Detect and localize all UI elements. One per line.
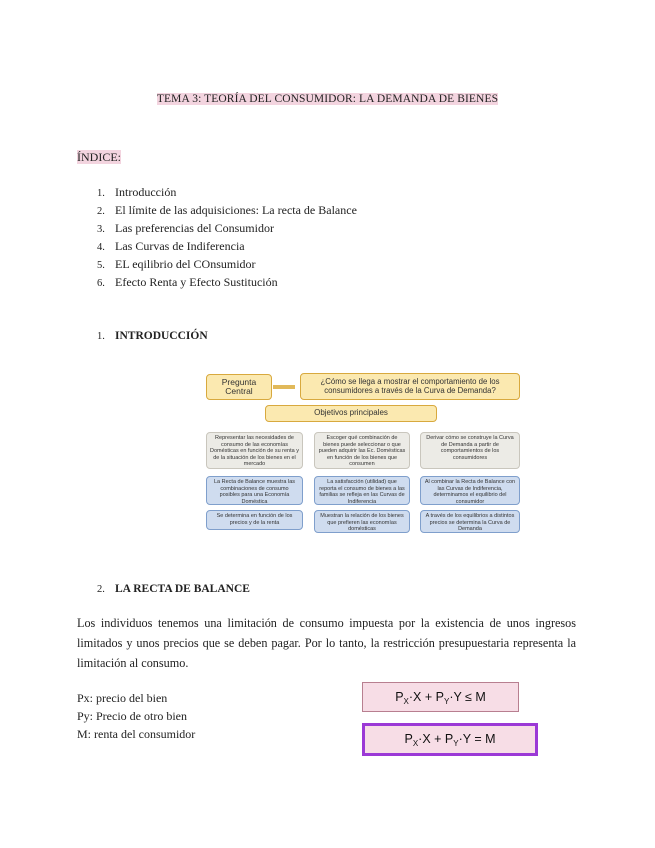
page-title: TEMA 3: TEORÍA DEL CONSUMIDOR: LA DEMANDA DE BIENES	[156, 93, 499, 105]
concept-diagram	[204, 367, 522, 533]
explanation-box: Al combinar la Recta de Balance con las Curvas de Indiferencia, determinamos el equilibrio del consumidor	[420, 476, 520, 505]
table-of-contents	[97, 183, 357, 291]
section-heading-budget-line: 2. LA RECTA DE BALANCE	[97, 583, 250, 595]
definitions-list	[77, 689, 195, 743]
toc-item: 4. Las Curvas de Indiferencia	[97, 239, 245, 253]
definition-item: M: renta del consumidor	[77, 727, 196, 741]
detail-box: Muestran la relación de los bienes que prefieren las economías domésticas	[314, 510, 410, 533]
detail-box: Se determina en función de los precios y de la renta	[206, 510, 303, 530]
budget-inequality-equation: $P_X\cdot X + P_Y\cdot Y \le M$	[362, 682, 519, 712]
central-question-box: ¿Cómo se llega a mostrar el comportamiento de los consumidores a través de la Curva de Demanda?	[300, 373, 520, 400]
toc-item: 3. Las preferencias del Consumidor	[97, 221, 274, 235]
toc-item: 5. EL eqilibrio del COnsumidor	[97, 257, 256, 271]
definition-item: Px: precio del bien	[77, 691, 168, 705]
arrow-connector	[273, 385, 295, 389]
toc-item: 6. Efecto Renta y Efecto Sustitución	[97, 275, 278, 289]
toc-item: 2. El límite de las adquisiciones: La recta de Balance	[97, 203, 357, 217]
explanation-box: La satisfacción (utilidad) que reporta el consumo de bienes a las familias se refleja en las Curvas de Indiferencia	[314, 476, 410, 505]
objective-box: Derivar cómo se construye la Curva de Demanda a partir de comportamientos de los consumidores	[420, 432, 520, 469]
objective-box: Representar las necesidades de consumo de las economías Domésticas en función de su renta y de la situación de los bienes en el mercado	[206, 432, 303, 469]
section-heading-introduction: 1. INTRODUCCIÓN	[97, 330, 208, 342]
detail-box: A través de los equilibrios a distintos precios se determina la Curva de Demanda	[420, 510, 520, 533]
definition-item: Py: Precio de otro bien	[77, 709, 187, 723]
budget-line-equation: $P_X\cdot X + P_Y\cdot Y = M$	[362, 723, 538, 756]
explanation-box: La Recta de Balance muestra las combinaciones de consumo posibles para una Economía Doméstica	[206, 476, 303, 505]
index-heading: ÍNDICE:	[77, 150, 121, 164]
objective-box: Escoger qué combinación de bienes puede seleccionar o que pueden adquirir las Ec. Domésticas en función de los bienes que consumen	[314, 432, 410, 469]
toc-item: 1. Introducción	[97, 185, 177, 199]
central-question-label-box: Pregunta Central	[206, 374, 272, 400]
objectives-box: Objetivos principales	[265, 405, 437, 422]
body-paragraph: Los individuos tenemos una limitación de consumo impuesta por la existencia de unos ingresos limitados y unos precios que se deben pagar. Por lo tanto, la restricción presupuestaria representa la limitación al consumo.	[77, 616, 576, 670]
